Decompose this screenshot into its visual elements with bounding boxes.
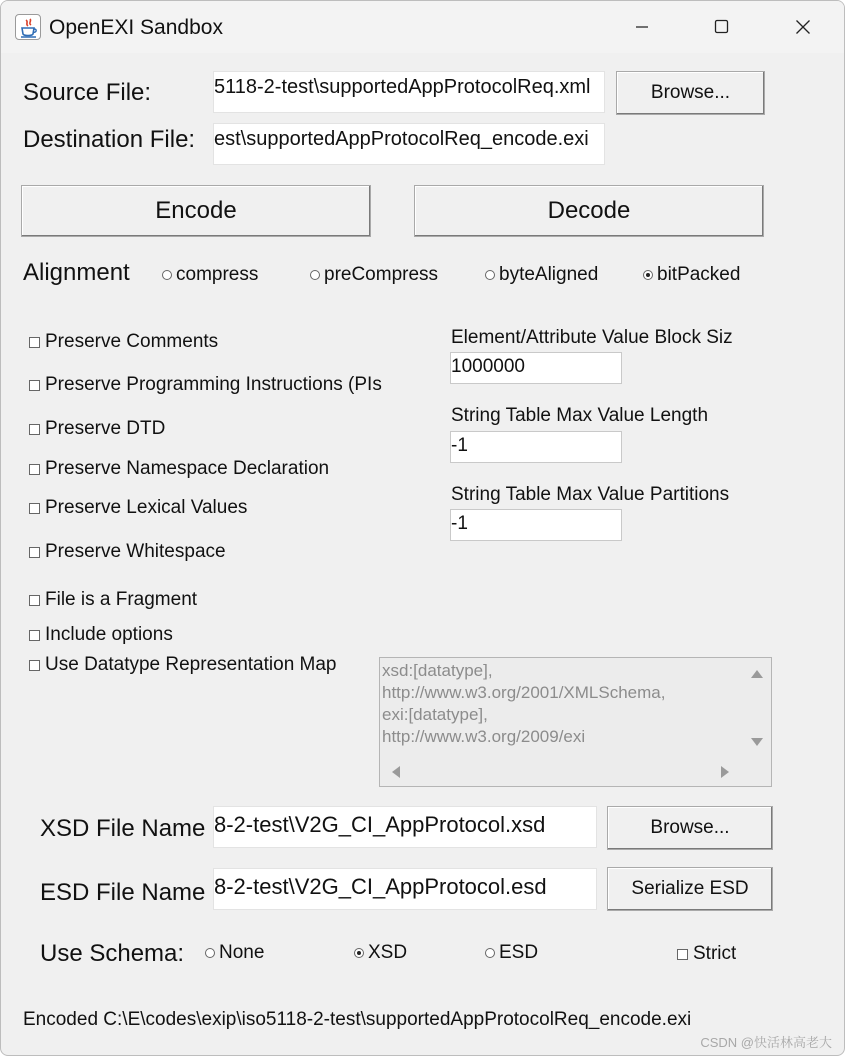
source-browse-button[interactable]: Browse... xyxy=(616,71,765,115)
value-block-size-label: Element/Attribute Value Block Siz xyxy=(451,327,733,348)
max-value-partitions-label: String Table Max Value Partitions xyxy=(451,484,730,505)
scroll-up-arrow-icon[interactable] xyxy=(751,670,763,678)
maximize-icon xyxy=(714,19,730,35)
checkbox-box xyxy=(29,547,40,558)
horizontal-scrollbar[interactable] xyxy=(380,758,742,786)
radio-indicator xyxy=(485,270,495,280)
radio-label: byteAligned xyxy=(499,264,599,285)
scroll-down-arrow-icon[interactable] xyxy=(751,738,763,746)
source-file-label: Source File: xyxy=(23,79,152,106)
strict-checkbox[interactable] xyxy=(677,943,736,965)
checkbox-box xyxy=(29,380,40,391)
esd-file-input[interactable]: 8-2-test\V2G_CI_AppProtocol.esd xyxy=(213,868,597,910)
checkbox-box xyxy=(29,337,40,348)
checkbox-box xyxy=(29,503,40,514)
radio-indicator xyxy=(310,270,320,280)
preserve-namespace-checkbox[interactable] xyxy=(29,458,429,480)
radio-label: XSD xyxy=(368,942,408,963)
radio-indicator-selected xyxy=(643,270,653,280)
close-button[interactable] xyxy=(763,1,843,53)
include-options-checkbox[interactable] xyxy=(29,624,429,646)
datatype-map-text: xsd:[datatype], http://www.w3.org/2001/XMLSchema, exi:[datatype], http://www.w3.org/2009/exi xyxy=(382,661,666,746)
checkbox-label: File is a Fragment xyxy=(45,589,198,610)
preserve-dtd-checkbox[interactable] xyxy=(29,418,429,440)
scroll-right-arrow-icon[interactable] xyxy=(721,766,729,778)
use-schema-label: Use Schema: xyxy=(40,940,185,967)
checkbox-box xyxy=(29,424,40,435)
checkbox-box xyxy=(29,630,40,641)
max-value-length-input[interactable]: -1 xyxy=(450,431,622,463)
maximize-button[interactable] xyxy=(682,1,762,53)
title-bar xyxy=(1,1,845,53)
checkbox-label: Include options xyxy=(45,624,173,645)
checkbox-box xyxy=(29,595,40,606)
xsd-browse-button[interactable]: Browse... xyxy=(607,806,773,850)
radio-label: compress xyxy=(176,264,259,285)
radio-label: ESD xyxy=(499,942,539,963)
datatype-map-textarea[interactable] xyxy=(379,657,772,787)
status-bar-text: Encoded C:\E\codes\exip\iso5118-2-test\supportedAppProtocolReq_encode.exi xyxy=(23,1009,692,1030)
checkbox-box xyxy=(677,949,688,960)
minimize-button[interactable] xyxy=(602,1,682,53)
scroll-left-arrow-icon[interactable] xyxy=(392,766,400,778)
fragment-checkbox[interactable] xyxy=(29,589,429,611)
xsd-file-label: XSD File Name xyxy=(40,815,206,842)
radio-indicator xyxy=(485,948,495,958)
window-title: OpenEXI Sandbox xyxy=(49,16,223,39)
xsd-file-input[interactable]: 8-2-test\V2G_CI_AppProtocol.xsd xyxy=(213,806,597,848)
datatype-map-checkbox[interactable] xyxy=(29,654,362,676)
checkbox-label: Preserve Comments xyxy=(45,331,219,352)
checkbox-label: Preserve DTD xyxy=(45,418,166,439)
alignment-compress-radio[interactable] xyxy=(162,264,258,286)
checkbox-box xyxy=(29,464,40,475)
radio-indicator xyxy=(162,270,172,280)
destination-file-input[interactable]: est\supportedAppProtocolReq_encode.exi xyxy=(213,123,605,165)
checkbox-label: Strict xyxy=(693,943,737,964)
preserve-lexical-checkbox[interactable] xyxy=(29,497,267,519)
serialize-esd-button[interactable]: Serialize ESD xyxy=(607,867,773,911)
checkbox-label: Preserve Programming Instructions (PIs xyxy=(45,374,382,395)
alignment-bytealigned-radio[interactable] xyxy=(485,264,598,286)
radio-label: bitPacked xyxy=(657,264,741,285)
preserve-comments-checkbox[interactable] xyxy=(29,331,429,353)
decode-button[interactable]: Decode xyxy=(414,185,764,237)
schema-esd-radio[interactable] xyxy=(485,942,538,964)
java-app-icon xyxy=(15,14,41,40)
source-file-input[interactable]: 5118-2-test\supportedAppProtocolReq.xml xyxy=(213,71,605,113)
radio-indicator xyxy=(205,948,215,958)
watermark-text: CSDN @快活林高老大 xyxy=(700,1035,832,1050)
schema-none-radio[interactable] xyxy=(205,942,264,964)
alignment-precompress-radio[interactable] xyxy=(310,264,438,286)
checkbox-label: Preserve Whitespace xyxy=(45,541,226,562)
checkbox-label: Preserve Namespace Declaration xyxy=(45,458,330,479)
encode-button[interactable]: Encode xyxy=(21,185,371,237)
alignment-label: Alignment xyxy=(23,259,130,286)
radio-label: None xyxy=(219,942,265,963)
close-icon xyxy=(795,19,811,35)
alignment-bitpacked-radio[interactable] xyxy=(643,264,740,286)
vertical-scrollbar[interactable] xyxy=(741,658,771,758)
preserve-whitespace-checkbox[interactable] xyxy=(29,541,429,563)
schema-xsd-radio[interactable] xyxy=(354,942,407,964)
radio-indicator-selected xyxy=(354,948,364,958)
preserve-pis-checkbox[interactable] xyxy=(29,374,416,396)
max-value-partitions-input[interactable]: -1 xyxy=(450,509,622,541)
max-value-length-label: String Table Max Value Length xyxy=(451,405,709,426)
destination-file-label: Destination File: xyxy=(23,126,196,153)
minimize-icon xyxy=(635,20,649,34)
radio-label: preCompress xyxy=(324,264,439,285)
checkbox-label: Use Datatype Representation Map xyxy=(45,654,337,675)
esd-file-label: ESD File Name xyxy=(40,879,206,906)
value-block-size-input[interactable]: 1000000 xyxy=(450,352,622,384)
checkbox-box xyxy=(29,660,40,671)
checkbox-label: Preserve Lexical Values xyxy=(45,497,248,518)
